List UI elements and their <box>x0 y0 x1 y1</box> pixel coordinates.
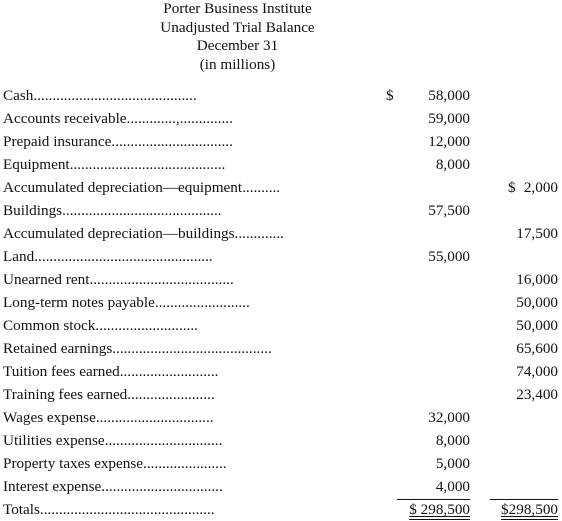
account-name: Accounts receivable.............,.............. <box>3 110 233 127</box>
account-name: Common stock........................... <box>3 317 198 334</box>
account-name: Long-term notes payable......................... <box>3 294 250 311</box>
account-row <box>0 406 562 429</box>
account-row <box>0 107 562 130</box>
account-name: Utilities expense............................... <box>3 432 223 449</box>
dot-leader: ............................................... <box>34 248 213 265</box>
account-name: Interest expense................................ <box>3 478 223 495</box>
account-name: Equipment......................................... <box>3 156 226 173</box>
account-name: Training fees earned....................... <box>3 386 215 403</box>
dot-leader: ........................... <box>95 317 198 334</box>
company-name: Porter Business Institute <box>163 0 312 17</box>
credit-amount: 16,000 <box>516 271 558 288</box>
statement-date: December 31 <box>196 37 279 54</box>
account-name: Cash........................................... <box>3 87 197 104</box>
credit-amount: 50,000 <box>516 317 558 334</box>
debit-amount: 12,000 <box>428 133 470 150</box>
dot-leader: .......................................... <box>112 340 272 357</box>
dot-leader: ......................... <box>154 294 250 311</box>
credit-amount: 23,400 <box>516 386 558 403</box>
debit-amount: 4,000 <box>435 478 470 495</box>
debit-amount: 58,000 <box>428 87 470 104</box>
debit-amount: 8,000 <box>435 156 470 173</box>
credit-column-rule <box>490 499 558 500</box>
account-row <box>0 268 562 291</box>
debit-amount: 57,500 <box>428 202 470 219</box>
dot-leader: ....................... <box>127 386 215 403</box>
credit-amount: 17,500 <box>516 225 558 242</box>
credit-amount: 50,000 <box>516 294 558 311</box>
credit-amount: 65,600 <box>516 340 558 357</box>
account-name: Tuition fees earned.......................... <box>3 363 219 380</box>
account-row <box>0 199 562 222</box>
totals-label: Totals.............................................. <box>3 501 215 518</box>
dot-leader: ...................... <box>143 455 227 472</box>
totals-leader: .............................................. <box>39 501 215 518</box>
account-row <box>0 130 562 153</box>
debit-dollar-sign: $ <box>386 87 394 104</box>
account-row <box>0 153 562 176</box>
statement-title: Unadjusted Trial Balance <box>160 18 315 36</box>
dot-leader: .......... <box>242 179 281 196</box>
debit-amount: 8,000 <box>435 432 470 449</box>
dot-leader: ......................................... <box>69 156 226 173</box>
account-row <box>0 222 562 245</box>
account-name: Property taxes expense...................... <box>3 455 227 472</box>
statement-units: (in millions) <box>199 55 276 73</box>
account-name: Prepaid insurance................................ <box>3 133 233 150</box>
dot-leader: ............................... <box>104 432 223 449</box>
totals-credit: $298,500 <box>501 501 558 518</box>
dot-leader: .......................................... <box>62 202 222 219</box>
account-row <box>0 337 562 360</box>
dot-leader: ...................................... <box>89 271 234 288</box>
credit-amount: 2,000 <box>523 179 558 196</box>
account-name: Wages expense............................... <box>3 409 214 426</box>
dot-leader: .......................... <box>119 363 219 380</box>
account-row <box>0 314 562 337</box>
account-name: Unearned rent...................................... <box>3 271 234 288</box>
account-row <box>0 383 562 406</box>
dot-leader: ............................... <box>95 409 214 426</box>
dot-leader: .............,.............. <box>126 110 233 127</box>
debit-amount: 32,000 <box>428 409 470 426</box>
totals-debit: $ 298,500 <box>409 501 470 518</box>
totals-row <box>0 498 562 521</box>
dot-leader: ................................ <box>111 133 233 150</box>
account-row <box>0 429 562 452</box>
account-row <box>0 452 562 475</box>
account-name: Accumulated depreciation—buildings............. <box>3 225 284 242</box>
account-row <box>0 291 562 314</box>
dot-leader: ................................ <box>101 478 223 495</box>
account-name: Land............................................... <box>3 248 213 265</box>
debit-amount: 55,000 <box>428 248 470 265</box>
credit-dollar-sign: $ <box>508 179 516 196</box>
account-row <box>0 176 562 199</box>
account-name: Accumulated depreciation—equipment.......... <box>3 179 281 196</box>
credit-amount: 74,000 <box>516 363 558 380</box>
account-row <box>0 360 562 383</box>
dot-leader: ........................................... <box>33 87 197 104</box>
debit-amount: 5,000 <box>435 455 470 472</box>
debit-amount: 59,000 <box>428 110 470 127</box>
debit-column-rule <box>397 499 470 500</box>
account-row <box>0 84 562 107</box>
account-name: Buildings.......................................... <box>3 202 222 219</box>
dot-leader: ............. <box>234 225 284 242</box>
account-name: Retained earnings.......................................... <box>3 340 272 357</box>
account-row <box>0 475 562 498</box>
statement-header <box>0 0 475 74</box>
account-row <box>0 245 562 268</box>
